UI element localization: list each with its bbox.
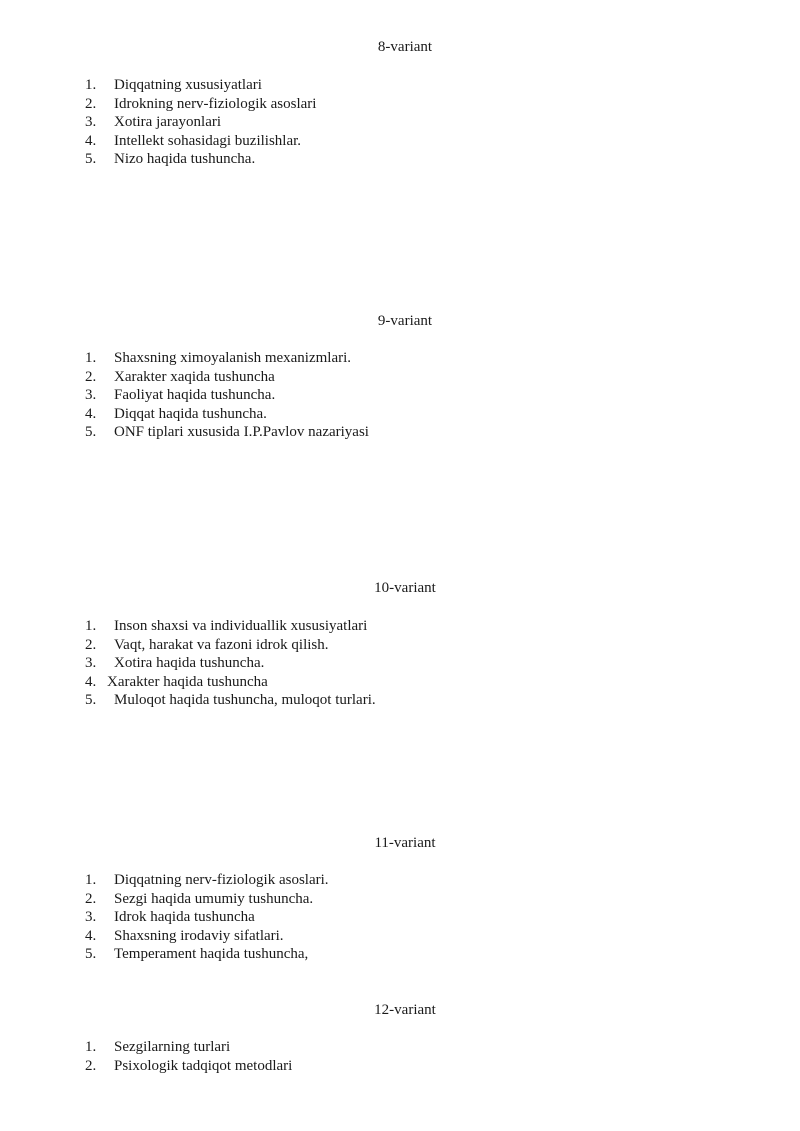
variant-11-title: 11-variant <box>374 835 436 851</box>
item-number: 1. <box>85 872 97 888</box>
item-number: 3. <box>85 655 97 671</box>
item-number: 3. <box>85 114 97 130</box>
item-text: Shaxsning ximoyalanish mexanizmlari. <box>114 350 352 366</box>
item-text: Xarakter haqida tushuncha <box>107 673 268 690</box>
list-item <box>85 617 376 636</box>
item-text: Diqqatning nerv-fiziologik asoslari. <box>114 872 329 888</box>
item-number: 1. <box>85 350 97 366</box>
item-text: Psixologik tadqiqot metodlari <box>114 1057 293 1074</box>
item-text: Vaqt, harakat va fazoni idrok qilish. <box>114 636 329 653</box>
list-item <box>85 386 369 405</box>
list-item <box>85 908 329 927</box>
list-item <box>85 673 376 692</box>
item-text: ONF tiplari xususida I.P.Pavlov nazariyasi <box>114 424 369 440</box>
list-item <box>85 368 369 387</box>
item-number: 1. <box>85 618 97 634</box>
list-item <box>85 76 316 95</box>
variant-10-title: 10-variant <box>374 580 436 596</box>
variant-12-question-list <box>85 1038 292 1075</box>
list-item <box>85 132 316 151</box>
variant-8-title: 8-variant <box>377 39 433 55</box>
list-item <box>85 113 316 132</box>
variant-9-title: 9-variant <box>377 313 433 329</box>
item-text: Muloqot haqida tushuncha, muloqot turlari. <box>114 692 376 708</box>
list-item <box>85 349 369 368</box>
variant-10-question-list <box>85 617 376 710</box>
item-number: 4. <box>85 673 97 690</box>
item-number: 3. <box>85 387 97 403</box>
item-number: 1. <box>85 1039 97 1055</box>
list-item <box>85 890 329 909</box>
list-item <box>85 871 329 890</box>
item-number: 2. <box>85 1057 97 1074</box>
list-item <box>85 405 369 424</box>
list-item <box>85 95 316 114</box>
item-text: Inson shaxsi va individuallik xususiyatlari <box>114 618 368 634</box>
list-item <box>85 636 376 655</box>
item-number: 5. <box>85 151 97 167</box>
item-text: Idrokning nerv-fiziologik asoslari <box>114 95 317 112</box>
item-number: 5. <box>85 424 97 440</box>
item-text: Diqqatning xususiyatlari <box>114 77 262 93</box>
list-item <box>85 1057 292 1076</box>
item-number: 4. <box>85 405 97 422</box>
list-item <box>85 423 369 442</box>
item-number: 3. <box>85 909 97 925</box>
item-text: Intellekt sohasidagi buzilishlar. <box>114 132 302 149</box>
item-text: Xarakter xaqida tushuncha <box>114 368 275 385</box>
list-item <box>85 927 329 946</box>
item-number: 4. <box>85 927 97 944</box>
item-number: 1. <box>85 77 97 93</box>
item-text: Temperament haqida tushuncha, <box>114 946 309 962</box>
item-number: 5. <box>85 946 97 962</box>
item-number: 2. <box>85 890 97 907</box>
item-text: Sezgilarning turlari <box>114 1039 231 1055</box>
item-number: 2. <box>85 636 97 653</box>
item-number: 5. <box>85 692 97 708</box>
item-text: Idrok haqida tushuncha <box>114 909 255 925</box>
list-item <box>85 1038 292 1057</box>
item-text: Shaxsning irodaviy sifatlari. <box>114 927 284 944</box>
list-item <box>85 150 316 169</box>
item-text: Diqqat haqida tushuncha. <box>114 405 267 422</box>
list-item <box>85 691 376 710</box>
item-text: Sezgi haqida umumiy tushuncha. <box>114 890 314 907</box>
list-item <box>85 945 329 964</box>
item-text: Xotira jarayonlari <box>114 114 222 130</box>
variant-9-question-list <box>85 349 369 442</box>
item-text: Xotira haqida tushuncha. <box>114 655 265 671</box>
list-item <box>85 654 376 673</box>
item-number: 4. <box>85 132 97 149</box>
item-number: 2. <box>85 368 97 385</box>
variant-11-question-list <box>85 871 329 964</box>
item-text: Nizo haqida tushuncha. <box>114 151 256 167</box>
variant-12-title: 12-variant <box>374 1002 436 1018</box>
item-number: 2. <box>85 95 97 112</box>
item-text: Faoliyat haqida tushuncha. <box>114 387 276 403</box>
variant-8-question-list <box>85 76 316 169</box>
